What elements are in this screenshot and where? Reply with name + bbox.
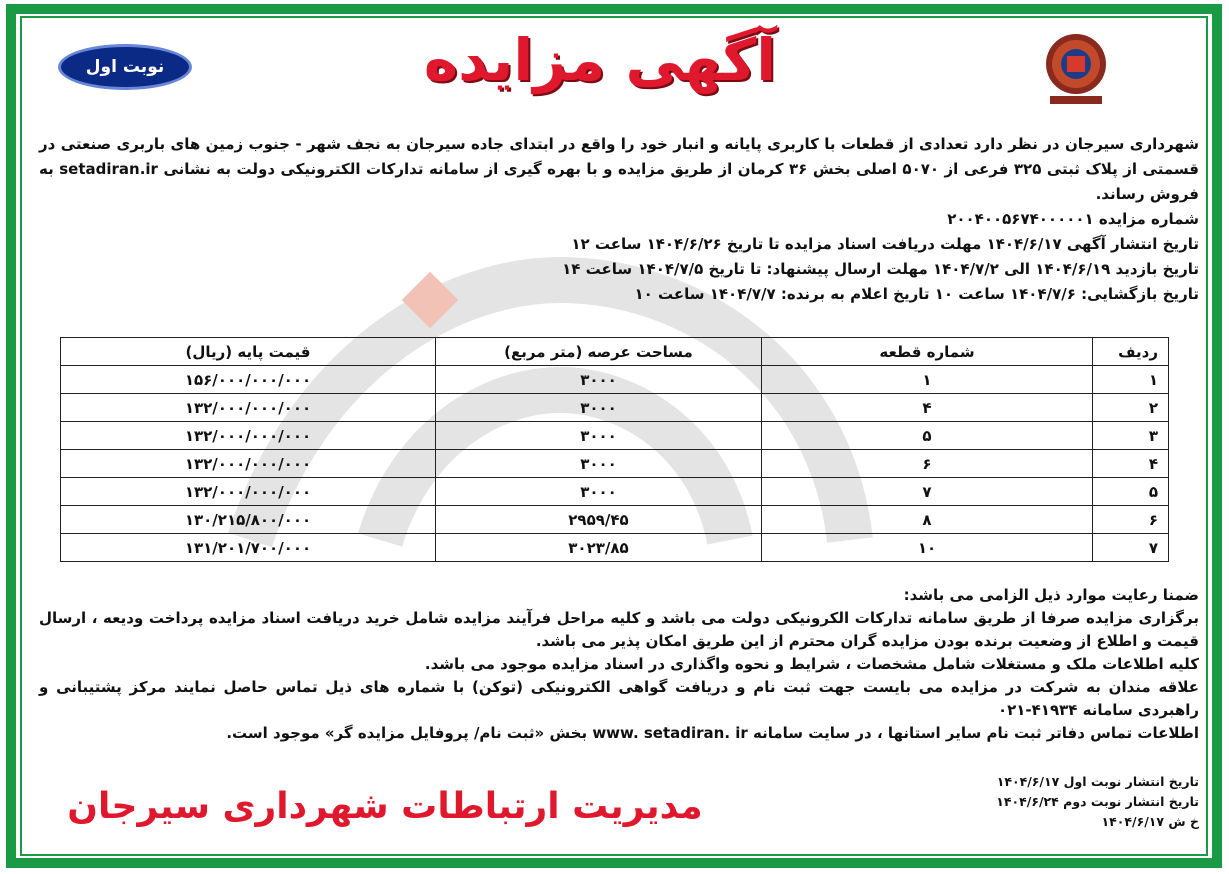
header-lot-number: شماره قطعه	[762, 338, 1093, 366]
condition-documents: کلیه اطلاعات ملک و مستغلات شامل مشخصات ، شرایط و نحوه واگذاری در اسناد مزایده موجود می باشد.	[424, 655, 1199, 673]
lot-price: ۱۳۲/۰۰۰/۰۰۰/۰۰۰	[61, 450, 436, 478]
publication-dates	[899, 772, 1199, 832]
condition-provincial-offices: اطلاعات تماس دفاتر ثبت نام سایر استانها ، در سایت سامانه www. setadiran. ir بخش «ثبت نام/ پروفایل مزایده گر» موجود است.	[226, 724, 1199, 742]
intro-paragraph: شهرداری سیرجان در نظر دارد تعدادی از قطعات با کاربری پایانه و انبار خود را واقع در ابتدای جاده سیرجان به نجف شهر - جنوب زمین های باربری صنعتی در قسمتی از پلاک ثبتی ۳۲۵ فرعی از ۵۰۷۰ اصلی بخش ۳۶ کرمان از طریق مزایده و با بهره گیری از سامانه تدارکات الکترونیکی دولت به نشانی setadiran.ir به فروش رساند.	[39, 135, 1199, 203]
row-number: ۳	[1093, 422, 1169, 450]
table-row	[61, 422, 1169, 450]
first-publication-date: تاریخ انتشار نوبت اول ۱۴۰۴/۶/۱۷	[996, 774, 1199, 789]
lot-price: ۱۳۰/۲۱۵/۸۰۰/۰۰۰	[61, 506, 436, 534]
lot-number: ۴	[762, 394, 1093, 422]
lot-price: ۱۵۶/۰۰۰/۰۰۰/۰۰۰	[61, 366, 436, 394]
footer-signature: مدیریت ارتباطات شهرداری سیرجان	[67, 786, 703, 827]
lot-area: ۳۰۰۰	[436, 366, 762, 394]
table-row	[61, 394, 1169, 422]
lot-area: ۳۰۰۰	[436, 450, 762, 478]
row-number: ۴	[1093, 450, 1169, 478]
lot-area: ۳۰۰۰	[436, 478, 762, 506]
lot-area: ۳۰۰۰	[436, 422, 762, 450]
lot-area: ۳۰۰۰	[436, 394, 762, 422]
second-publication-date: تاریخ انتشار نوبت دوم ۱۴۰۴/۶/۲۴	[996, 794, 1199, 809]
lot-number: ۷	[762, 478, 1093, 506]
lot-number: ۸	[762, 506, 1093, 534]
lot-area: ۲۹۵۹/۴۵	[436, 506, 762, 534]
table-header-row	[61, 338, 1169, 366]
header-row-number: ردیف	[1093, 338, 1169, 366]
lot-price: ۱۳۲/۰۰۰/۰۰۰/۰۰۰	[61, 394, 436, 422]
intro-section	[39, 132, 1199, 307]
first-publication-badge: نوبت اول	[58, 44, 192, 90]
lots-table	[60, 337, 1169, 562]
table-row	[61, 366, 1169, 394]
table-row	[61, 534, 1169, 562]
notice-title: آگهی مزایده	[423, 26, 777, 94]
lot-number: ۵	[762, 422, 1093, 450]
conditions-section	[39, 584, 1199, 745]
lot-price: ۱۳۱/۲۰۱/۷۰۰/۰۰۰	[61, 534, 436, 562]
reference-code: خ ش ۱۴۰۴/۶/۱۷	[1101, 814, 1199, 829]
lot-price: ۱۳۲/۰۰۰/۰۰۰/۰۰۰	[61, 478, 436, 506]
table-row	[61, 506, 1169, 534]
header-base-price: قیمت پایه (ریال)	[61, 338, 436, 366]
row-number: ۷	[1093, 534, 1169, 562]
municipality-emblem-icon	[1036, 30, 1116, 108]
lot-number: ۱	[762, 366, 1093, 394]
auction-number: شماره مزایده ۲۰۰۴۰۰۵۶۷۴۰۰۰۰۰۱	[947, 210, 1199, 228]
header-area: مساحت عرصه (متر مربع)	[436, 338, 762, 366]
row-number: ۵	[1093, 478, 1169, 506]
condition-online-system: برگزاری مزایده صرفا از طریق سامانه تدارکات الکرونیکی دولت می باشد و کلیه مراحل فرآیند مزایده شامل خرید دریافت اسناد مزایده پرداخت ودیعه ، ارسال قیمت و اطلاع از وضعیت برنده بودن مزایده گران محترم از این طریق امکان پذیر می باشد.	[39, 609, 1199, 650]
condition-registration-contact: علاقه مندان به شرکت در مزایده می بایست جهت ثبت نام و دریافت گواهی الکترونیکی (توکن) با شماره های ذیل تماس حاصل نمایند مرکز پشتیبانی و راهبردی سامانه ۴۱۹۳۴-۰۲۱	[39, 678, 1199, 719]
opening-winner-line: تاریخ بازگشایی: ۱۴۰۴/۷/۶ ساعت ۱۰ تاریخ اعلام به برنده: ۱۴۰۴/۷/۷ ساعت ۱۰	[634, 285, 1199, 303]
row-number: ۲	[1093, 394, 1169, 422]
table-row	[61, 478, 1169, 506]
lot-number: ۱۰	[762, 534, 1093, 562]
lot-number: ۶	[762, 450, 1093, 478]
publish-deadline-line: تاریخ انتشار آگهی ۱۴۰۴/۶/۱۷ مهلت دریافت اسناد مزایده تا تاریخ ۱۴۰۴/۶/۲۶ ساعت ۱۲	[571, 235, 1199, 253]
lot-area: ۳۰۲۳/۸۵	[436, 534, 762, 562]
lot-price: ۱۳۲/۰۰۰/۰۰۰/۰۰۰	[61, 422, 436, 450]
table-row	[61, 450, 1169, 478]
row-number: ۱	[1093, 366, 1169, 394]
visit-proposal-line: تاریخ بازدید ۱۴۰۴/۶/۱۹ الی ۱۴۰۴/۷/۲ مهلت ارسال پیشنهاد: تا تاریخ ۱۴۰۴/۷/۵ ساعت ۱۴	[562, 260, 1199, 278]
conditions-heading: ضمنا رعایت موارد ذیل الزامی می باشد:	[903, 586, 1199, 604]
row-number: ۶	[1093, 506, 1169, 534]
